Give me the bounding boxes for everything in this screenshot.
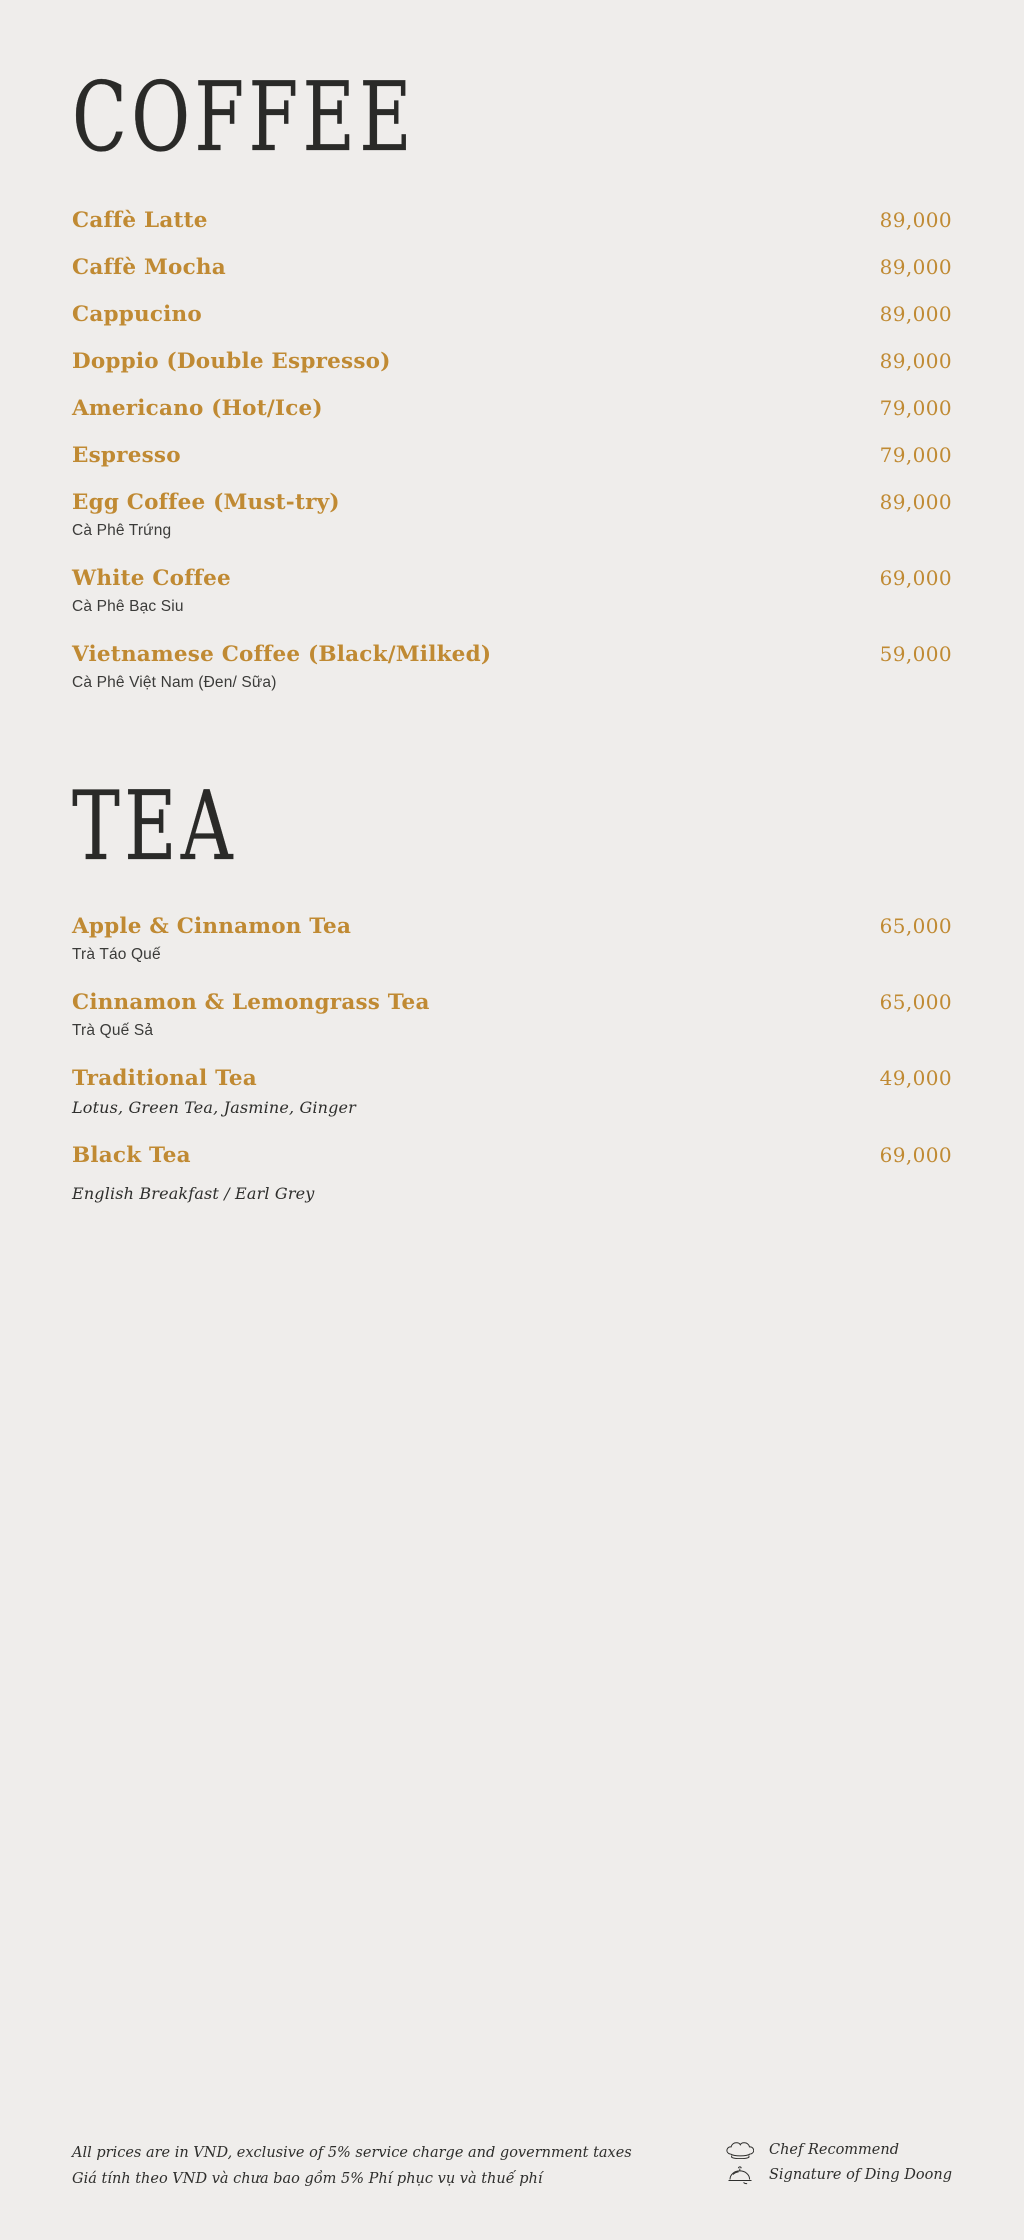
menu-item-name: Doppio (Double Espresso) bbox=[72, 349, 391, 374]
menu-item-name: Black Tea bbox=[72, 1143, 191, 1168]
menu-item[interactable] bbox=[72, 990, 952, 1040]
menu-item-price: 59,000 bbox=[879, 642, 952, 666]
menu-item-description: Cà Phê Việt Nam (Đen/ Sữa) bbox=[72, 674, 277, 691]
menu-item-name: Vietnamese Coffee (Black/Milked) bbox=[72, 642, 492, 667]
section-title-coffee: COFFEE bbox=[72, 63, 416, 174]
menu-item-description: Lotus, Green Tea, Jasmine, Ginger bbox=[72, 1098, 356, 1117]
menu-item-row bbox=[72, 396, 952, 421]
menu-item-name: Apple & Cinnamon Tea bbox=[72, 914, 352, 939]
menu-item[interactable] bbox=[72, 642, 952, 692]
menu-item-description: Cà Phê Trứng bbox=[72, 522, 172, 539]
section-coffee bbox=[72, 0, 952, 770]
menu-item-price: 69,000 bbox=[879, 1143, 952, 1167]
menu-item[interactable] bbox=[72, 490, 952, 540]
menu-item-name: Espresso bbox=[72, 443, 181, 468]
menu-item-row bbox=[72, 642, 952, 667]
menu-item-name: Caffè Mocha bbox=[72, 255, 226, 280]
menu-item-price: 89,000 bbox=[879, 302, 952, 326]
legend-item bbox=[723, 2141, 952, 2159]
menu-item[interactable] bbox=[72, 208, 952, 233]
section-title-tea: TEA bbox=[72, 772, 237, 883]
menu-item-price: 89,000 bbox=[879, 255, 952, 279]
footer-note-vi: Giá tính theo VND và chưa bao gồm 5% Phí phục vụ và thuế phí bbox=[72, 2170, 543, 2187]
legend-item bbox=[723, 2165, 952, 2185]
menu-item-description: Cà Phê Bạc Siu bbox=[72, 598, 184, 615]
menu-item-name: Egg Coffee (Must-try) bbox=[72, 490, 340, 515]
menu-item-name: Traditional Tea bbox=[72, 1066, 257, 1091]
menu-item-row bbox=[72, 349, 952, 374]
menu-item-name: Cinnamon & Lemongrass Tea bbox=[72, 990, 430, 1015]
menu-item[interactable] bbox=[72, 1143, 952, 1203]
menu-item-name: White Coffee bbox=[72, 566, 231, 591]
menu-item[interactable] bbox=[72, 914, 952, 964]
menu-item-name: Caffè Latte bbox=[72, 208, 208, 233]
menu-item-price: 79,000 bbox=[879, 396, 952, 420]
menu-item-row bbox=[72, 914, 952, 939]
menu-item-name: Cappucino bbox=[72, 302, 202, 327]
menu-item-row bbox=[72, 208, 952, 233]
footer-note-en: All prices are in VND, exclusive of 5% service charge and government taxes bbox=[72, 2145, 632, 2162]
menu-item-price: 89,000 bbox=[879, 349, 952, 373]
signature-bell-icon bbox=[723, 2165, 757, 2185]
footer bbox=[72, 2141, 952, 2192]
menu-item-price: 89,000 bbox=[879, 208, 952, 232]
menu-item[interactable] bbox=[72, 302, 952, 327]
menu-item-description: Trà Táo Quế bbox=[72, 946, 161, 963]
menu-item-price: 69,000 bbox=[879, 566, 952, 590]
footer-legend bbox=[723, 2141, 952, 2185]
menu-item[interactable] bbox=[72, 1066, 952, 1117]
menu-item-name: Americano (Hot/Ice) bbox=[72, 396, 323, 421]
menu-item[interactable] bbox=[72, 396, 952, 421]
menu-item-row bbox=[72, 443, 952, 468]
menu-item-row bbox=[72, 255, 952, 280]
legend-label: Chef Recommend bbox=[768, 2142, 900, 2159]
legend-label: Signature of Ding Doong bbox=[768, 2167, 952, 2184]
footer-notes bbox=[72, 2141, 632, 2192]
menu-item-row bbox=[72, 1066, 952, 1091]
menu-item-price: 79,000 bbox=[879, 443, 952, 467]
menu-item[interactable] bbox=[72, 443, 952, 468]
menu-item-price: 65,000 bbox=[879, 990, 952, 1014]
menu-item[interactable] bbox=[72, 349, 952, 374]
menu-item-row bbox=[72, 990, 952, 1015]
menu-item[interactable] bbox=[72, 566, 952, 616]
menu-item[interactable] bbox=[72, 255, 952, 280]
menu-item-price: 89,000 bbox=[879, 490, 952, 514]
menu-item-description: English Breakfast / Earl Grey bbox=[72, 1184, 315, 1203]
chef-hat-icon bbox=[723, 2141, 757, 2159]
menu-item-description: Trà Quế Sả bbox=[72, 1022, 154, 1039]
menu-item-row bbox=[72, 1143, 952, 1168]
menu-item-row bbox=[72, 566, 952, 591]
menu-item-price: 49,000 bbox=[879, 1066, 952, 1090]
section-tea bbox=[72, 770, 952, 1203]
menu-item-price: 65,000 bbox=[879, 914, 952, 938]
menu-item-row bbox=[72, 302, 952, 327]
menu-item-row bbox=[72, 490, 952, 515]
